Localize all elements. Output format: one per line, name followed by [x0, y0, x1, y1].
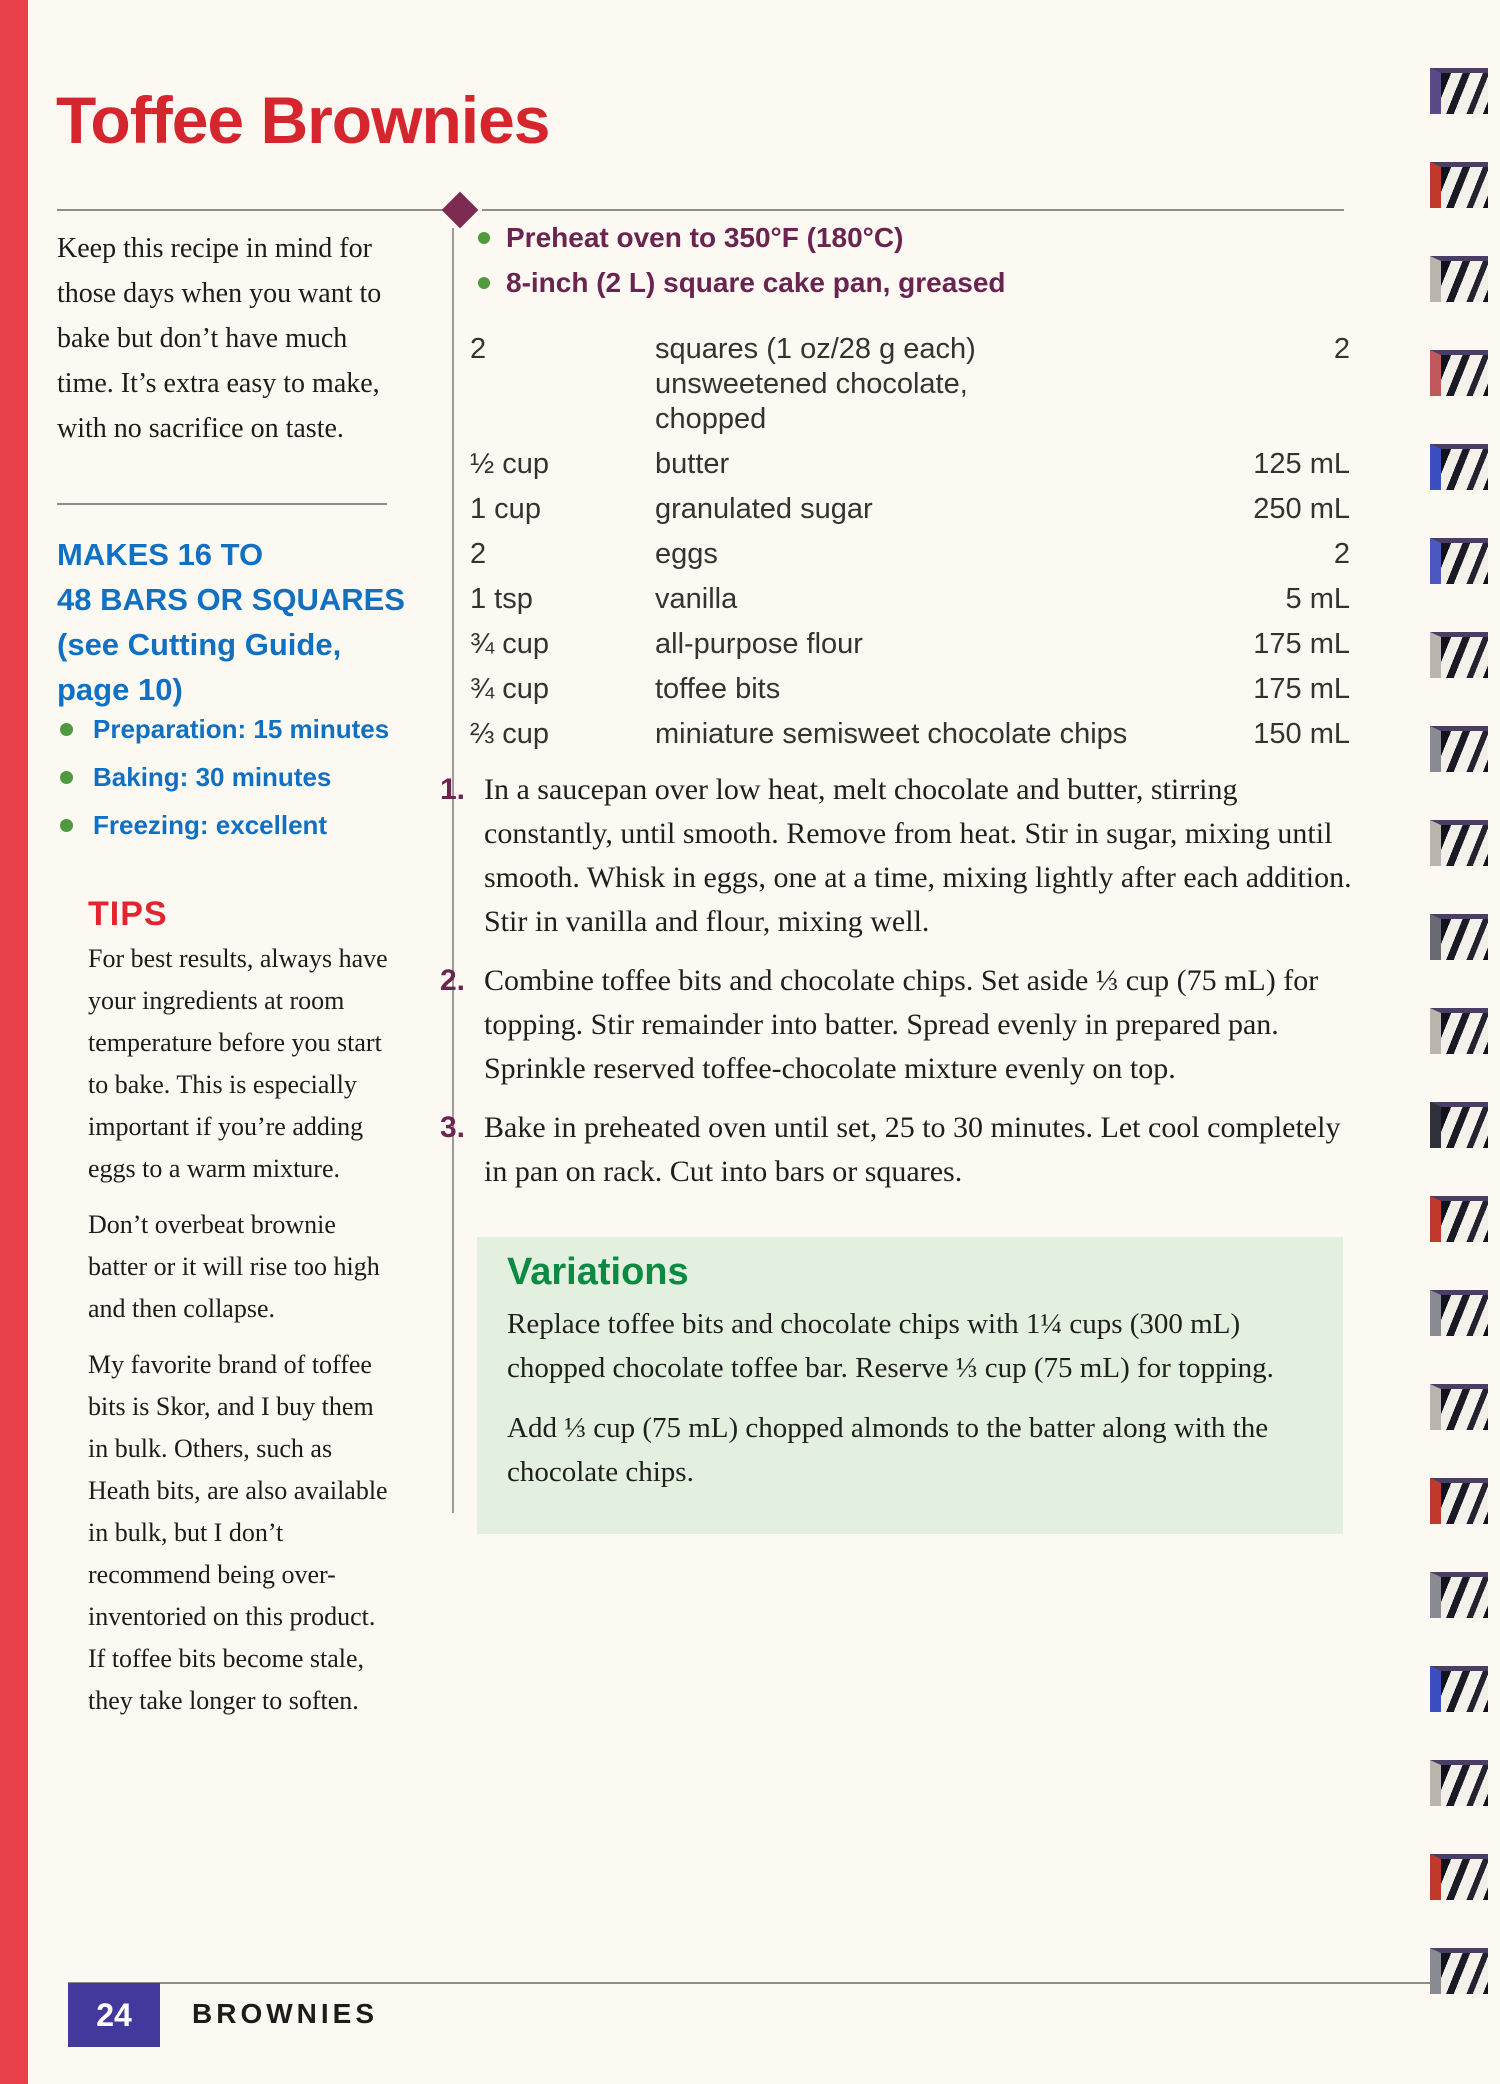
instruction-step: [440, 959, 1365, 1091]
meta-item-preparation: [60, 714, 389, 745]
footer-rule: [68, 1982, 1442, 1984]
tips-paragraph: My favorite brand of toffee bits is Skor, and I buy them in bulk. Others, such as Heath bits, are also available in bulk, but I don’t recommend being over-inventoried on this product. If toffee bits become stale, they take longer to soften.: [88, 1350, 388, 1715]
edge-thumbnail-image: [1430, 1572, 1488, 1618]
edge-thumbnail-image: [1430, 1478, 1488, 1524]
ingredient-metric: 125 mL: [1253, 448, 1350, 480]
edge-thumbnail-image: [1430, 162, 1488, 208]
ingredient-name: butter: [655, 448, 730, 480]
header-rule-right: [482, 209, 1344, 211]
ingredient-row: [470, 447, 1350, 482]
edge-thumbnail-image: [1430, 256, 1488, 302]
yield-line: (see Cutting Guide,: [57, 627, 342, 662]
equipment-label: 8-inch (2 L) square cake pan, greased: [506, 267, 1006, 298]
instructions-list: [440, 768, 1365, 1209]
edge-thumbnail-image: [1430, 1290, 1488, 1336]
ingredient-amount: ½ cup: [470, 448, 549, 480]
edge-thumbnail-image: [1430, 1948, 1488, 1994]
ingredient-row: [470, 537, 1350, 572]
bullet-dot-icon: [60, 819, 73, 832]
tips-paragraph: Don’t overbeat brownie batter or it will rise too high and then collapse.: [88, 1210, 380, 1323]
page-number-badge: [68, 1983, 160, 2047]
ingredient-name: granulated sugar: [655, 493, 873, 525]
bullet-dot-icon: [60, 771, 73, 784]
ingredient-metric: 5 mL: [1285, 583, 1350, 615]
edge-thumbnail-image: [1430, 820, 1488, 866]
edge-thumbnail-image: [1430, 1760, 1488, 1806]
page-title: Toffee Brownies: [56, 83, 550, 158]
edge-thumbnail-image: [1430, 1102, 1488, 1148]
bullet-dot-icon: [478, 277, 490, 289]
ingredient-metric: 250 mL: [1253, 493, 1350, 525]
ingredient-metric: 175 mL: [1253, 673, 1350, 705]
page-edge-red-strip: [0, 0, 28, 2084]
edge-thumbnail-image: [1430, 68, 1488, 114]
meta-label: Freezing: excellent: [93, 810, 328, 840]
edge-thumbnail-image: [1430, 350, 1488, 396]
ingredient-name: miniature semisweet chocolate chips: [655, 718, 1128, 750]
ingredient-name: squares (1 oz/28 g each) unsweetened chocolate, chopped: [655, 333, 976, 435]
ingredient-row: [470, 717, 1350, 752]
tips-heading: TIPS: [88, 895, 168, 933]
ingredient-metric: 150 mL: [1253, 718, 1350, 750]
edge-thumbnails: [1430, 0, 1492, 2084]
ingredient-metric: 175 mL: [1253, 628, 1350, 660]
edge-thumbnail-image: [1430, 726, 1488, 772]
equipment-item-pan: [478, 267, 1006, 299]
yield-line: 48 BARS OR SQUARES: [57, 582, 405, 617]
ingredient-name: vanilla: [655, 583, 738, 615]
bullet-dot-icon: [478, 232, 490, 244]
step-text: Bake in preheated oven until set, 25 to 30 minutes. Let cool completely in pan on rack. Cut into bars or squares.: [484, 1111, 1341, 1188]
yield-line: MAKES 16 TO: [57, 537, 264, 572]
ingredient-amount: 2: [470, 538, 487, 570]
edge-thumbnail-image: [1430, 914, 1488, 960]
step-number: 1.: [440, 773, 466, 806]
diamond-icon: [442, 192, 479, 229]
step-number: 2.: [440, 964, 466, 997]
yield-heading: [57, 532, 405, 712]
ingredient-row: [470, 672, 1350, 707]
variations-heading: Variations: [507, 1251, 689, 1293]
equipment-item-oven: [478, 222, 1006, 254]
header-rule-left: [57, 209, 443, 211]
ingredient-name: toffee bits: [655, 673, 781, 705]
equipment-list: [478, 222, 1006, 312]
edge-thumbnail-image: [1430, 1008, 1488, 1054]
yield-line: page 10): [57, 672, 183, 707]
tips-section: [88, 938, 396, 1736]
tips-paragraph: For best results, always have your ingredients at room temperature before you start to bake. This is especially important if you’re adding eggs to a warm mixture.: [88, 944, 388, 1183]
edge-thumbnail-image: [1430, 1196, 1488, 1242]
ingredient-row: [470, 627, 1350, 662]
recipe-meta-list: [60, 714, 389, 858]
ingredient-amount: 2: [470, 333, 487, 365]
step-number: 3.: [440, 1111, 466, 1144]
intro-paragraph: Keep this recipe in mind for those days when you want to bake but don’t have much time. It’s extra easy to make, with no sacrifice on taste.: [57, 233, 382, 444]
page-number: 24: [96, 1996, 132, 2033]
variations-box: [477, 1237, 1343, 1534]
edge-thumbnail-image: [1430, 1666, 1488, 1712]
edge-thumbnail-image: [1430, 1384, 1488, 1430]
ingredient-row: [470, 582, 1350, 617]
bullet-dot-icon: [60, 723, 73, 736]
equipment-label: Preheat oven to 350°F (180°C): [506, 222, 904, 253]
edge-thumbnail-image: [1430, 632, 1488, 678]
intro-rule: [57, 503, 387, 505]
section-label: BROWNIES: [192, 1998, 378, 2029]
ingredient-name: all-purpose flour: [655, 628, 863, 660]
ingredient-amount: ⅔ cup: [470, 718, 549, 750]
meta-item-baking: [60, 762, 389, 793]
meta-label: Preparation: 15 minutes: [93, 714, 390, 744]
edge-thumbnail-image: [1430, 444, 1488, 490]
ingredient-metric: 2: [1333, 538, 1350, 570]
instruction-step: [440, 1106, 1365, 1194]
step-text: In a saucepan over low heat, melt chocolate and butter, stirring constantly, until smooth. Remove from heat. Stir in sugar, mixing until smooth. Whisk in eggs, one at a time, mixing lightly after each addition. Stir in vanilla and flour, mixing well.: [484, 773, 1352, 938]
variations-paragraph: Replace toffee bits and chocolate chips with 1¼ cups (300 mL) chopped chocolate toffee bar. Reserve ⅓ cup (75 mL) for topping.: [507, 1308, 1274, 1384]
meta-label: Baking: 30 minutes: [93, 762, 332, 792]
edge-thumbnail-image: [1430, 538, 1488, 584]
ingredient-amount: 1 cup: [470, 493, 541, 525]
ingredient-name: eggs: [655, 538, 718, 570]
ingredient-row: [470, 332, 1350, 437]
ingredient-amount: ¾ cup: [470, 673, 549, 705]
edge-thumbnail-image: [1430, 1854, 1488, 1900]
ingredient-metric: 2: [1333, 333, 1350, 365]
ingredient-amount: 1 tsp: [470, 583, 533, 615]
instruction-step: [440, 768, 1365, 944]
variations-paragraph: Add ⅓ cup (75 mL) chopped almonds to the batter along with the chocolate chips.: [507, 1412, 1269, 1488]
ingredients-table: [470, 332, 1350, 762]
step-text: Combine toffee bits and chocolate chips. Set aside ⅓ cup (75 mL) for topping. Stir remainder into batter. Spread evenly in prepared pan. Sprinkle reserved toffee-chocolate mixture evenly on top.: [484, 964, 1319, 1085]
ingredient-row: [470, 492, 1350, 527]
meta-item-freezing: [60, 810, 389, 841]
ingredient-amount: ¾ cup: [470, 628, 549, 660]
